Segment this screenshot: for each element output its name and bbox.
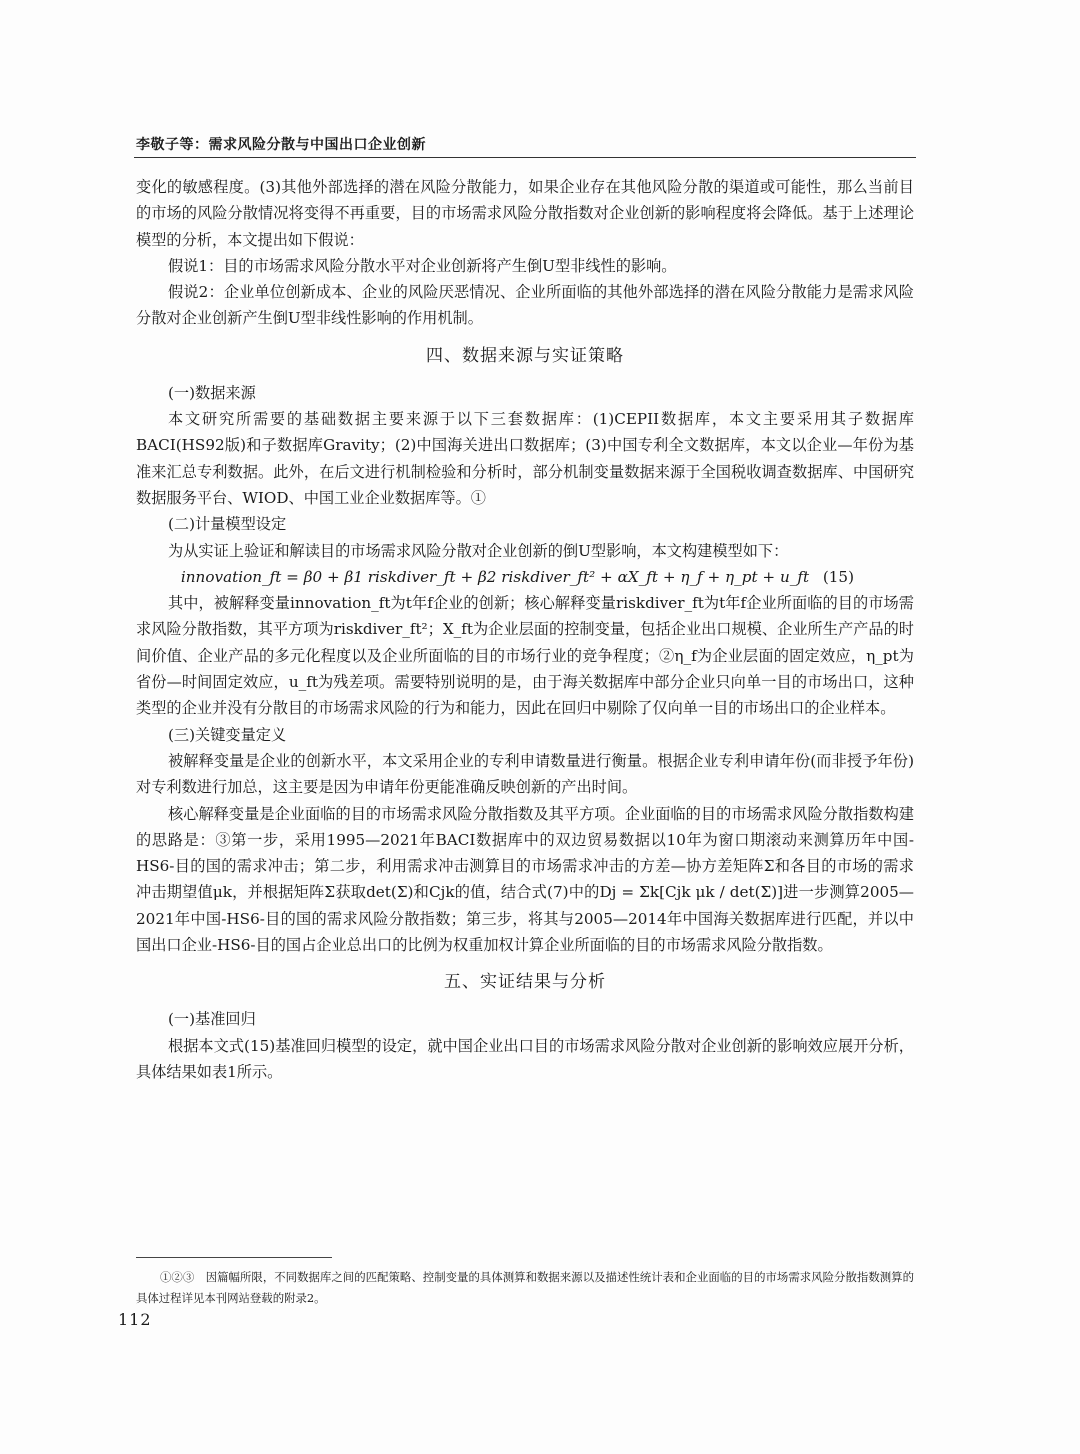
section-heading-4: 四、数据来源与实证策略 — [426, 345, 624, 366]
paragraph-continuation: 变化的敏感程度。(3)其他外部选择的潜在风险分散能力，如果企业存在其他风险分散的渠道或可能性，那么当前目的市场的风险分散情况将变得不再重要，目的市场需求风险分散指数对企业创新的影响程度将会降低。基于上述理论模型的分析，本文提出如下假说： — [136, 178, 914, 249]
subsection-model: (二)计量模型设定 — [168, 515, 287, 534]
page-number: 112 — [118, 1310, 152, 1329]
hypothesis-2: 假说2：企业单位创新成本、企业的风险厌恶情况、企业所面临的其他外部选择的潜在风险分散能力是需求风险分散对企业创新产生倒U型非线性影响的作用机制。 — [136, 283, 914, 328]
subsection-baseline: (一)基准回归 — [168, 1010, 256, 1029]
subsection-data-sources: (一)数据来源 — [168, 383, 256, 402]
section-heading-5: 五、实证结果与分析 — [444, 972, 606, 993]
subsection-key-variables: (三)关键变量定义 — [168, 725, 287, 744]
footnote: ①②③ 因篇幅所限，不同数据库之间的匹配策略、控制变量的具体测算和数据来源以及描述性统计表和企业面临的目的市场需求风险分散指数测算的具体过程详见本刊网站登载的附录2。 — [136, 1270, 914, 1305]
paragraph-core-variable: 核心解释变量是企业面临的目的市场需求风险分散指数及其平方项。企业面临的目的市场需求风险分散指数构建的思路是：③第一步，采用1995—2021年BACI数据库中的双边贸易数据以10年为窗口期滚动来测算历年中国-HS6-目的国的需求冲击；第二步，利用需求冲击测算目的市场需求冲击的方差—协方差矩阵Σ和各目的市场的需求冲击期望值μk，并根据矩阵Σ获取det(Σ)和Cjk的值，结合式(7)中的Dj = Σk[Cjk μk / det(Σ)]进一步测算2005—2021年中国-HS6-目的国的需求风险分散指数；第三步，将其与2005—2014年中国海关数据库进行匹配，并以中国出口企业-HS6-目的国占企业总出口的比例为权重加权计算企业所面临的目的市场需求风险分散指数。 — [136, 804, 914, 955]
hypothesis-1: 假说1：目的市场需求风险分散水平对企业创新将产生倒U型非线性的影响。 — [168, 256, 677, 275]
body-text — [136, 174, 914, 1085]
equation-body: innovation_ft = β0 + β1 riskdiver_ft + β2 riskdiver_ft² + αX_ft + η_f + η_pt + u_ft — [180, 567, 810, 586]
footnote-rule — [136, 1257, 332, 1258]
paragraph-model-explanation: 其中，被解释变量innovation_ft为t年f企业的创新；核心解释变量riskdiver_ft为t年f企业所面临的目的市场需求风险分散指数，其平方项为riskdiver_ft²；X_ft为企业层面的控制变量，包括企业出口规模、企业所生产产品的时间价值、企业产品的多元化程度以及企业所面临的目的市场行业的竞争程度；②η_f为企业层面的固定效应，η_pt为省份—时间固定效应，u_ft为残差项。需要特别说明的是，由于海关数据库中部分企业只向单一目的市场出口，这种类型的企业并没有分散目的市场需求风险的行为和能力，因此在回归中剔除了仅向单一目的市场出口的企业样本。 — [136, 594, 914, 718]
header-rule — [134, 157, 916, 158]
equation-number: (15) — [822, 567, 854, 586]
equation-15 — [136, 564, 914, 590]
paragraph-data-sources: 本文研究所需要的基础数据主要来源于以下三套数据库：(1)CEPII数据库，本文主要采用其子数据库BACI(HS92版)和子数据库Gravity；(2)中国海关进出口数据库；(3)中国专利全文数据库，本文以企业—年份为基准来汇总专利数据。此外，在后文进行机制检验和分析时，部分机制变量数据来源于全国税收调查数据库、中国研究数据服务平台、WIOD、中国工业企业数据库等。① — [136, 410, 914, 507]
paragraph-model-intro: 为从实证上验证和解读目的市场需求风险分散对企业创新的倒U型影响，本文构建模型如下： — [168, 541, 789, 560]
running-head: 李敬子等：需求风险分散与中国出口企业创新 — [136, 137, 426, 153]
paragraph-dependent-variable: 被解释变量是企业的创新水平，本文采用企业的专利申请数量进行衡量。根据企业专利申请年份(而非授予年份)对专利数进行加总，这主要是因为申请年份更能准确反映创新的产出时间。 — [136, 751, 914, 797]
paragraph-baseline: 根据本文式(15)基准回归模型的设定，就中国企业出口目的市场需求风险分散对企业创新的影响效应展开分析，具体结果如表1所示。 — [136, 1036, 914, 1081]
